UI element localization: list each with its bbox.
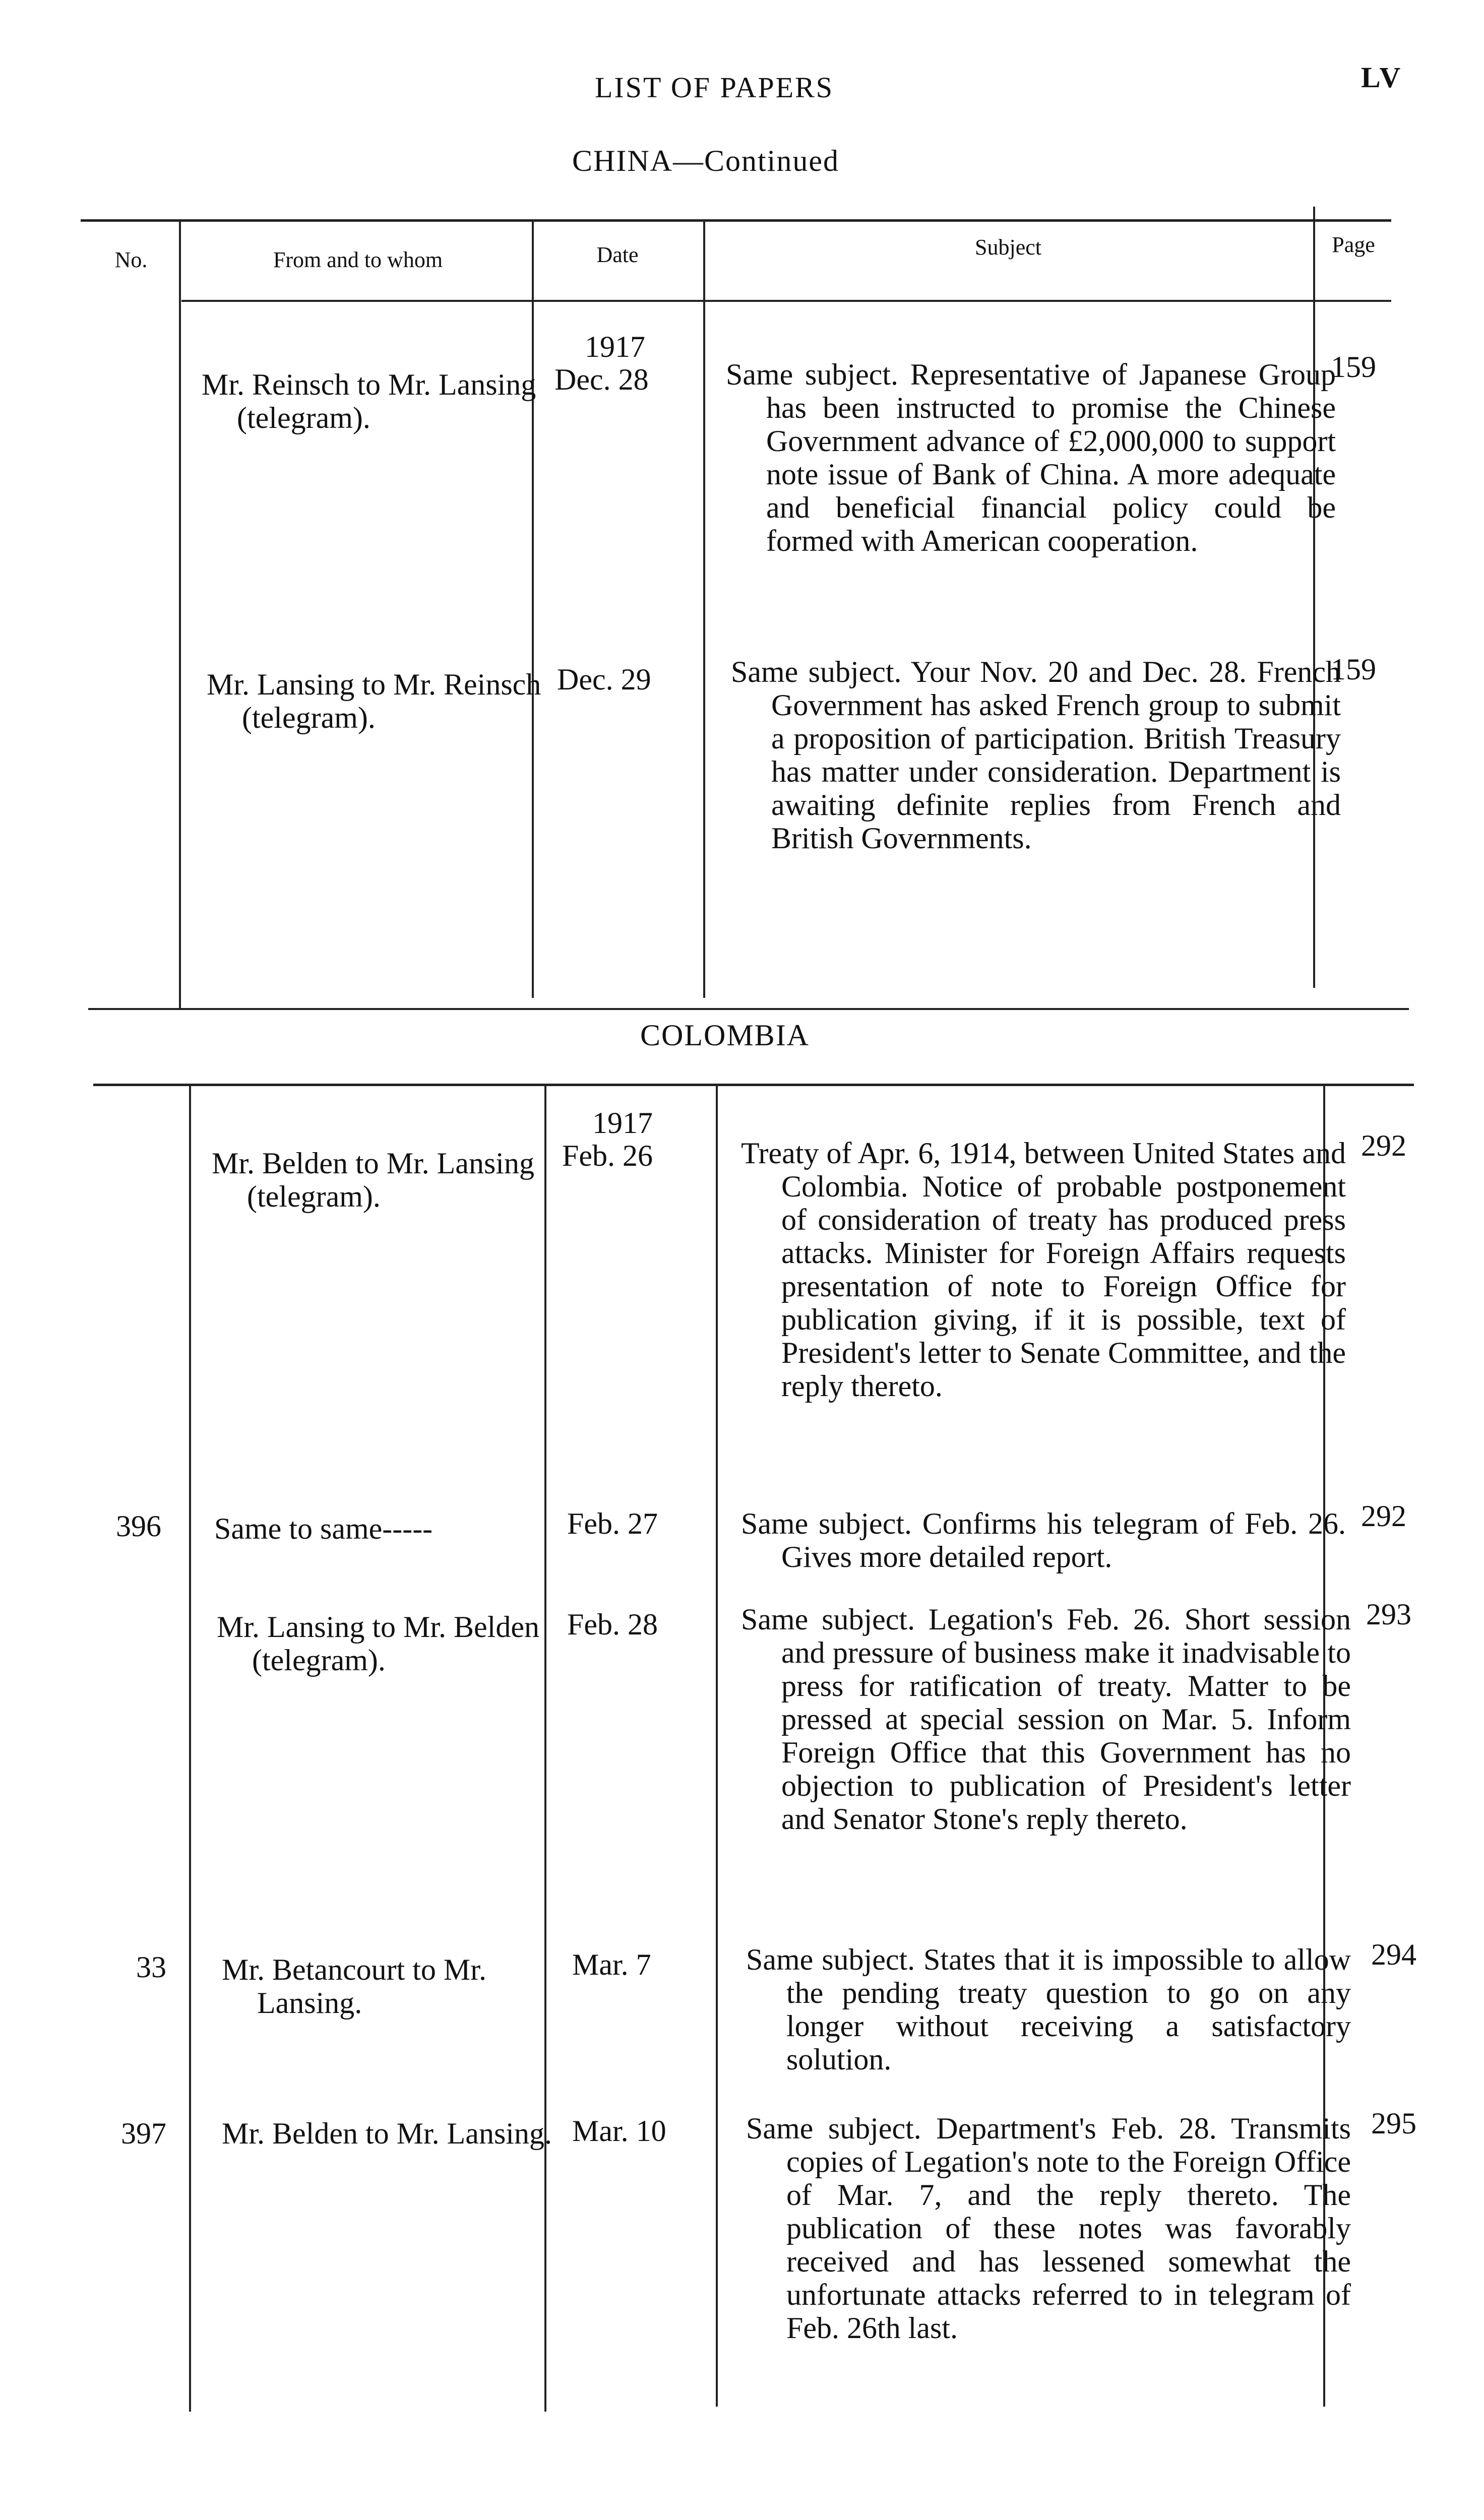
row-page: 295: [1371, 2107, 1416, 2140]
row-date: Feb. 26: [562, 1139, 653, 1172]
row-page: 159: [1331, 653, 1376, 686]
running-title: LIST OF PAPERS: [595, 71, 834, 104]
section-title-china: CHINA—Continued: [572, 144, 839, 177]
header-bottom-rule: [181, 300, 1391, 302]
row-page: 292: [1361, 1129, 1406, 1162]
row-date: Feb. 27: [567, 1507, 658, 1540]
colombia-col-rule-2: [544, 1086, 546, 2412]
row-date: Dec. 29: [557, 663, 651, 696]
section-title-colombia: COLOMBIA: [640, 1019, 810, 1052]
row-number: 33: [136, 1950, 166, 1984]
table-top-rule: [81, 219, 1391, 222]
section-divider-rule: [88, 1008, 1409, 1010]
row-date: Mar. 10: [572, 2114, 666, 2148]
row-page: 293: [1366, 1598, 1411, 1631]
col-header-no: No.: [114, 247, 148, 272]
china-col-rule-3: [703, 222, 705, 998]
col-header-subject: Subject: [975, 235, 1041, 260]
row-year: 1917: [592, 1106, 653, 1140]
row-date: Feb. 28: [567, 1608, 658, 1641]
row-from: Mr. Belden to Mr. Lansing.: [222, 2117, 552, 2150]
row-number: 397: [121, 2117, 166, 2150]
row-from: Same to same-----: [214, 1512, 433, 1545]
colombia-col-rule-1: [189, 1086, 191, 2412]
page-number: LV: [1361, 61, 1402, 94]
colombia-top-rule: [93, 1084, 1414, 1086]
row-subject: Same subject. Confirms his telegram of Feb. 26. Gives more detailed report.: [741, 1507, 1346, 1573]
row-page: 292: [1361, 1499, 1406, 1533]
row-page: 294: [1371, 1938, 1416, 1971]
row-subject: Same subject. Your Nov. 20 and Dec. 28. French Government has asked French group to submit a proposition of participation. British Treasury has matter under consideration. Department is awaiting definite replies from French and British Governments.: [731, 655, 1341, 855]
row-from: Mr. Belden to Mr. Lansing (telegram).: [212, 1147, 534, 1213]
row-year: 1917: [585, 330, 645, 363]
row-from: Mr. Lansing to Mr. Belden (telegram).: [217, 1610, 539, 1677]
row-number: 396: [116, 1509, 161, 1543]
colombia-col-rule-3: [716, 1086, 718, 2407]
col-header-page: Page: [1332, 232, 1375, 257]
china-col-rule-4: [1313, 207, 1315, 988]
china-col-rule-1: [179, 222, 181, 1008]
row-from: Mr. Reinsch to Mr. Lansing (telegram).: [202, 368, 536, 434]
row-subject: Same subject. Legation's Feb. 26. Short session and pressure of business make it inadvisable to press for ratification of treaty. Matter to be pressed at special session on Mar. 5. Inform Foreign Office that this Government has no objection to publication of President's letter and Senator Stone's reply thereto.: [741, 1603, 1351, 1836]
row-subject: Same subject. Representative of Japanese Group has been instructed to promise the Chinese Government advance of £2,000,000 to support note issue of Bank of China. A more adequate and beneficial financial policy could be formed with American cooperation.: [726, 358, 1336, 557]
col-header-date: Date: [596, 242, 639, 267]
row-subject: Treaty of Apr. 6, 1914, between United States and Colombia. Notice of probable postponement of consideration of treaty has produced press attacks. Minister for Foreign Affairs requests presentation of note to Foreign Office for publication giving, if it is possible, text of President's letter to Senate Committee, and the reply thereto.: [741, 1137, 1346, 1403]
row-subject: Same subject. Department's Feb. 28. Transmits copies of Legation's note to the Foreign Office of Mar. 7, and the reply thereto. The publication of these notes was favorably received and has lessened somewhat the unfortunate attacks referred to in telegram of Feb. 26th last.: [746, 2112, 1351, 2345]
col-header-from: From and to whom: [273, 247, 443, 272]
china-col-rule-2: [532, 222, 534, 998]
row-from: Mr. Betancourt to Mr. Lansing.: [222, 1953, 486, 2020]
row-date: Mar. 7: [572, 1948, 651, 1981]
row-subject: Same subject. States that it is impossible to allow the pending treaty question to go on any longer without receiving a satisfactory solution.: [746, 1943, 1351, 2076]
row-page: 159: [1331, 350, 1376, 384]
row-date: Dec. 28: [554, 363, 649, 396]
row-from: Mr. Lansing to Mr. Reinsch (telegram).: [207, 668, 541, 734]
